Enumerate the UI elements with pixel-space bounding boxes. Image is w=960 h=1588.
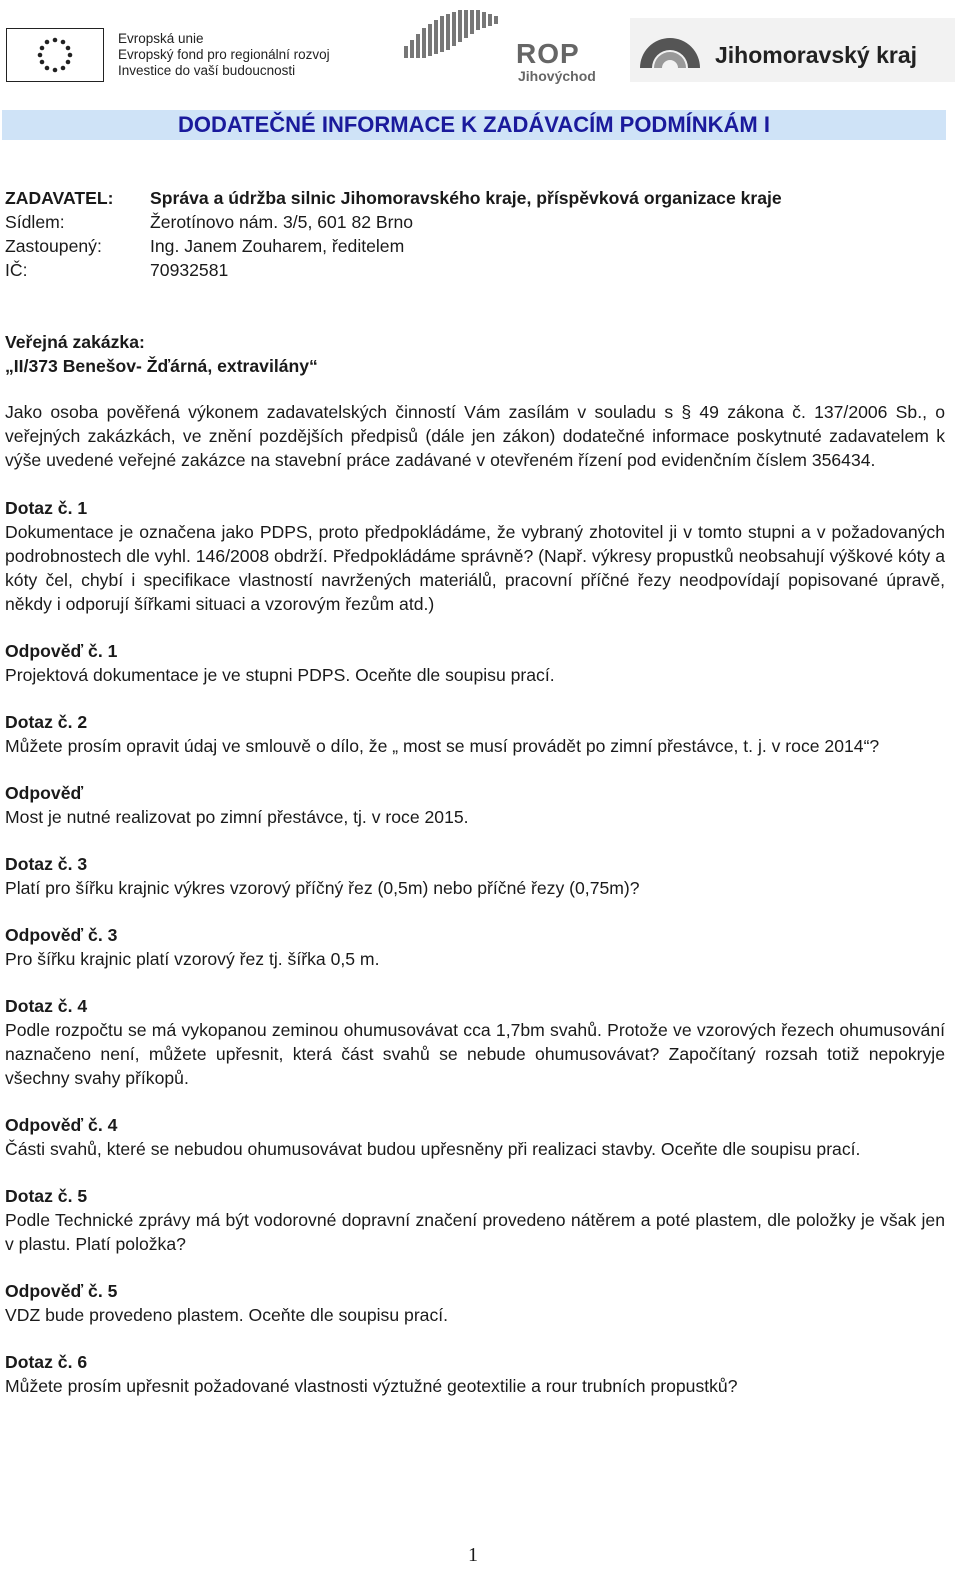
page-number: 1 (468, 1544, 478, 1566)
qa-item-1 (5, 496, 945, 616)
qa-text: Pro šířku krajnic platí vzorový řez tj. šířka 0,5 m. (5, 949, 380, 969)
qa-item-8 (5, 1113, 945, 1161)
eu-line-3: Investice do vaší budoucnosti (118, 63, 296, 78)
intro-part-2: 49 zákona č. 137/2006 Sb., o veřejných zakázkách, ve znění pozdějších předpisů (dále jen zákon) dodatečné informace poskytnuté zadavatelem k výše uvedené veřejné zakázce na stavební práce zadávané v otevřeném řízení pod evidenčním číslem 356434. (5, 402, 945, 470)
qa-text: Podle Technické zprávy má být vodorovné dopravní značení provedeno nátěrem a poté plastem, dle položky je však jen v plastu. Platí položka? (5, 1210, 945, 1254)
qa-text: VDZ bude provedeno plastem. Oceňte dle soupisu prací. (5, 1305, 449, 1325)
qa-heading: Odpověď č. 1 (5, 641, 118, 661)
ic-value: 70932581 (150, 260, 229, 280)
document-body (5, 330, 945, 1398)
qa-text: Můžete prosím opravit údaj ve smlouvě o dílo, že „ most se musí provádět po zimní přestávce, t. j. v roce 2014“? (5, 736, 880, 756)
qa-heading: Odpověď č. 3 (5, 925, 118, 945)
qa-heading: Dotaz č. 3 (5, 854, 88, 874)
qa-item-10 (5, 1279, 945, 1327)
qa-heading: Odpověď č. 5 (5, 1281, 118, 1301)
qa-text: Most je nutné realizovat po zimní přestávce, tj. v roce 2015. (5, 807, 469, 827)
seat-label: Sídlem: (5, 212, 65, 232)
qa-heading: Dotaz č. 6 (5, 1352, 88, 1372)
ic-label: IČ: (5, 260, 28, 280)
qa-text: Podle rozpočtu se má vykopanou zeminou ohumusovávat cca 1,7bm svahů. Protože ve vzorových řezech ohumusování naznačeno není, můžete upřesnit, která část svahů se nebude ohumusovávat? Započítaný rozsah totiž nepokryje všechny svahy příkopů. (5, 1020, 945, 1088)
info-row-represented (5, 234, 945, 258)
logo-header (0, 0, 960, 100)
eu-logo (6, 27, 366, 83)
qa-item-6 (5, 923, 945, 971)
qa-item-5 (5, 852, 945, 900)
contract-name: „II/373 Benešov- Žďárná, extravilány“ (5, 356, 318, 376)
qa-text: Části svahů, které se nebudou ohumusovávat budou upřesněny při realizaci stavby. Oceňte dle soupisu prací. (5, 1139, 861, 1159)
region-mark-icon (630, 18, 710, 82)
seat-value: Žerotínovo nám. 3/5, 601 82 Brno (150, 212, 414, 232)
qa-text: Můžete prosím upřesnit požadované vlastnosti výztužné geotextilie a rour trubních propustků? (5, 1376, 738, 1396)
qa-heading: Dotaz č. 4 (5, 996, 88, 1016)
qa-heading: Dotaz č. 2 (5, 712, 88, 732)
qa-item-11 (5, 1350, 945, 1398)
qa-item-7 (5, 994, 945, 1090)
qa-item-3 (5, 710, 945, 758)
rop-subtitle: Jihovýchod (518, 68, 596, 84)
qa-heading: Dotaz č. 1 (5, 498, 88, 518)
qa-heading: Dotaz č. 5 (5, 1186, 88, 1206)
document-title-bar (2, 110, 946, 140)
rop-logo (402, 6, 612, 86)
intro-part-1: Jako osoba pověřená výkonem zadavatelských činností Vám zasílám v souladu s (5, 402, 682, 422)
eu-flag-icon (6, 28, 104, 82)
authority-label: ZADAVATEL: (5, 188, 114, 208)
region-logo (630, 18, 955, 82)
contracting-authority-block (5, 186, 945, 282)
eu-line-2: Evropský fond pro regionální rozvoj (118, 47, 330, 62)
info-row-seat (5, 210, 945, 234)
qa-item-2 (5, 639, 945, 687)
qa-heading: Odpověď (5, 783, 84, 803)
info-row-authority (5, 186, 945, 210)
info-row-ic (5, 258, 945, 282)
authority-value: Správa a údržba silnic Jihomoravského kraje, příspěvková organizace kraje (150, 188, 782, 208)
document-title: DODATEČNÉ INFORMACE K ZADÁVACÍM PODMÍNKÁM I (178, 112, 770, 137)
qa-text: Projektová dokumentace je ve stupni PDPS. Oceňte dle soupisu prací. (5, 665, 555, 685)
qa-heading: Odpověď č. 4 (5, 1115, 118, 1135)
contract-label: Veřejná zakázka: (5, 332, 145, 352)
rop-title: ROP (516, 38, 580, 69)
qa-text: Dokumentace je označena jako PDPS, proto předpokládáme, že vybraný zhotovitel ji v tomto stupni a v požadovaných podrobnostech dle vyhl. 146/2008 obdrží. Předpokládáme správně? (Např. výkresy propustků neobsahují výškové kóty a kóty čel, chybí i specifikace vlastností navržených materiálů, pracovní příčné řezy neodpovídají popisované úpravě, někdy i odporují šířkami situaci a vzorovým řezům atd.) (5, 522, 945, 614)
eu-text (118, 31, 330, 79)
qa-item-4 (5, 781, 945, 829)
section-sign: § (681, 402, 692, 422)
represented-value: Ing. Janem Zouharem, ředitelem (150, 236, 405, 256)
qa-item-9 (5, 1184, 945, 1256)
rop-bars-icon (402, 6, 512, 66)
region-name: Jihomoravský kraj (715, 42, 918, 68)
qa-text: Platí pro šířku krajnic výkres vzorový příčný řez (0,5m) nebo příčné řezy (0,75m)? (5, 878, 640, 898)
represented-label: Zastoupený: (5, 236, 102, 256)
eu-line-1: Evropská unie (118, 31, 204, 46)
intro-paragraph (5, 400, 945, 472)
